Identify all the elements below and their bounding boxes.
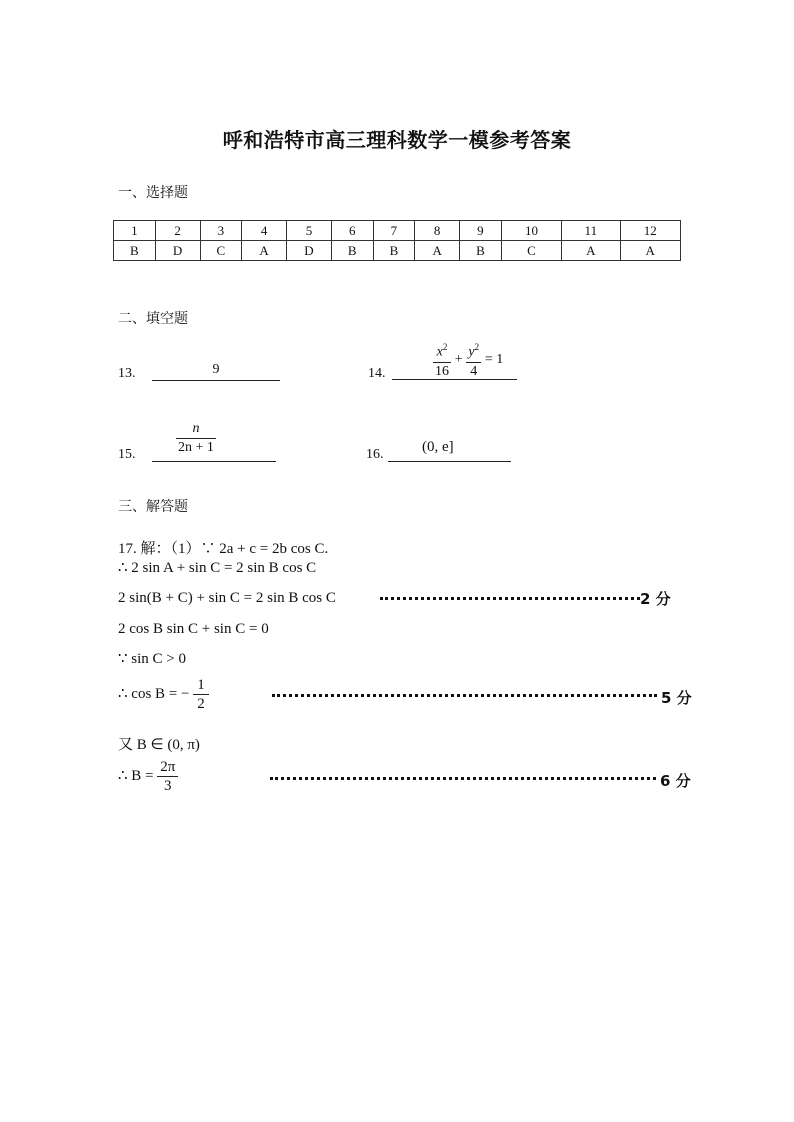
q13-label: 13. bbox=[118, 366, 136, 381]
section-fill-heading: 二、填空题 bbox=[118, 311, 188, 327]
q14-label: 14. bbox=[368, 366, 386, 381]
solution-line-2: ∴ 2 sin A + sin C = 2 sin B cos C bbox=[118, 560, 317, 576]
table-cell: B bbox=[114, 241, 156, 261]
q15-underline bbox=[152, 461, 276, 462]
solution-line-1: 17. 解：（1）∵ 2a + c = 2b cos C. bbox=[118, 541, 329, 557]
table-cell: 4 bbox=[242, 221, 287, 241]
table-cell: 10 bbox=[501, 221, 561, 241]
q14-y-fraction bbox=[466, 338, 481, 381]
score-leader-dots-2 bbox=[272, 683, 657, 697]
q14-x-symbol: x bbox=[436, 344, 443, 360]
score-leader-dots-3 bbox=[270, 766, 656, 780]
table-cell: C bbox=[501, 241, 561, 261]
solution-line-8-numerator: 2π bbox=[157, 758, 178, 777]
solution-line-6-denominator: 2 bbox=[197, 696, 205, 712]
solution-line-8-left: ∴ B = bbox=[118, 767, 154, 784]
table-cell: A bbox=[620, 241, 681, 261]
table-cell: B bbox=[460, 241, 502, 261]
q14-x-numerator bbox=[433, 338, 451, 363]
q15-numerator bbox=[176, 420, 216, 439]
q13-answer: 9 bbox=[152, 362, 280, 381]
solution-line-3: 2 sin(B + C) + sin C = 2 sin B cos C bbox=[118, 590, 336, 606]
table-cell: B bbox=[373, 241, 415, 261]
choice-answer-table bbox=[113, 220, 681, 261]
q14-x-denominator: 16 bbox=[435, 363, 449, 379]
table-cell: C bbox=[200, 241, 242, 261]
table-cell: D bbox=[155, 241, 200, 261]
q14-plus: + bbox=[454, 351, 463, 367]
table-cell: 9 bbox=[460, 221, 502, 241]
table-row-answers bbox=[114, 241, 681, 261]
table-cell: 6 bbox=[331, 221, 373, 241]
q16-underline bbox=[388, 461, 511, 462]
section-solve-heading: 三、解答题 bbox=[118, 499, 188, 515]
q14-y-symbol: y bbox=[468, 344, 475, 360]
q14-y-exponent: 2 bbox=[474, 342, 480, 352]
solution-line-8-denominator: 3 bbox=[164, 778, 172, 794]
q14-equals-one: = 1 bbox=[484, 351, 504, 367]
table-cell: A bbox=[242, 241, 287, 261]
q14-x-exponent: 2 bbox=[442, 342, 448, 352]
table-cell: 1 bbox=[114, 221, 156, 241]
q14-y-denominator: 4 bbox=[470, 363, 478, 379]
table-cell: B bbox=[331, 241, 373, 261]
table-cell: 11 bbox=[562, 221, 620, 241]
solution-line-6 bbox=[118, 676, 209, 713]
q16-answer: (0, e] bbox=[422, 439, 454, 455]
solution-line-6-fraction bbox=[193, 676, 209, 713]
q16-label: 16. bbox=[366, 447, 384, 462]
table-cell: 12 bbox=[620, 221, 681, 241]
score-mark-5: 5 分 bbox=[661, 689, 692, 707]
section-choice-heading: 一、选择题 bbox=[118, 185, 188, 201]
table-cell: 2 bbox=[155, 221, 200, 241]
score-mark-2: 2 分 bbox=[640, 590, 671, 608]
q14-x-fraction bbox=[433, 338, 451, 381]
table-row-numbers bbox=[114, 221, 681, 241]
solution-line-7: 又 B ∈ (0, π) bbox=[118, 737, 200, 753]
solution-line-8 bbox=[118, 758, 178, 795]
table-cell: D bbox=[287, 241, 332, 261]
solution-line-4: 2 cos B sin C + sin C = 0 bbox=[118, 621, 269, 637]
solution-line-6-numerator: 1 bbox=[193, 676, 209, 695]
table-cell: A bbox=[562, 241, 620, 261]
table-cell: 7 bbox=[373, 221, 415, 241]
q14-y-numerator bbox=[466, 338, 481, 363]
solution-line-6-left: ∴ cos B = − bbox=[118, 685, 190, 702]
table-cell: 8 bbox=[415, 221, 460, 241]
q15-n: n bbox=[192, 421, 200, 436]
q15-answer-fraction bbox=[176, 420, 216, 457]
q15-fraction bbox=[176, 420, 216, 457]
table-cell: 5 bbox=[287, 221, 332, 241]
score-mark-6: 6 分 bbox=[660, 772, 691, 790]
page-title: 呼和浩特市高三理科数学一模参考答案 bbox=[222, 128, 572, 152]
score-leader-dots-1 bbox=[380, 586, 640, 600]
q15-denominator: 2n + 1 bbox=[178, 440, 214, 455]
solution-line-5: ∵ sin C > 0 bbox=[118, 651, 187, 667]
table-cell: A bbox=[415, 241, 460, 261]
q15-label: 15. bbox=[118, 447, 136, 462]
table-cell: 3 bbox=[200, 221, 242, 241]
solution-line-8-fraction bbox=[157, 758, 178, 795]
q14-answer-equation bbox=[433, 338, 503, 381]
